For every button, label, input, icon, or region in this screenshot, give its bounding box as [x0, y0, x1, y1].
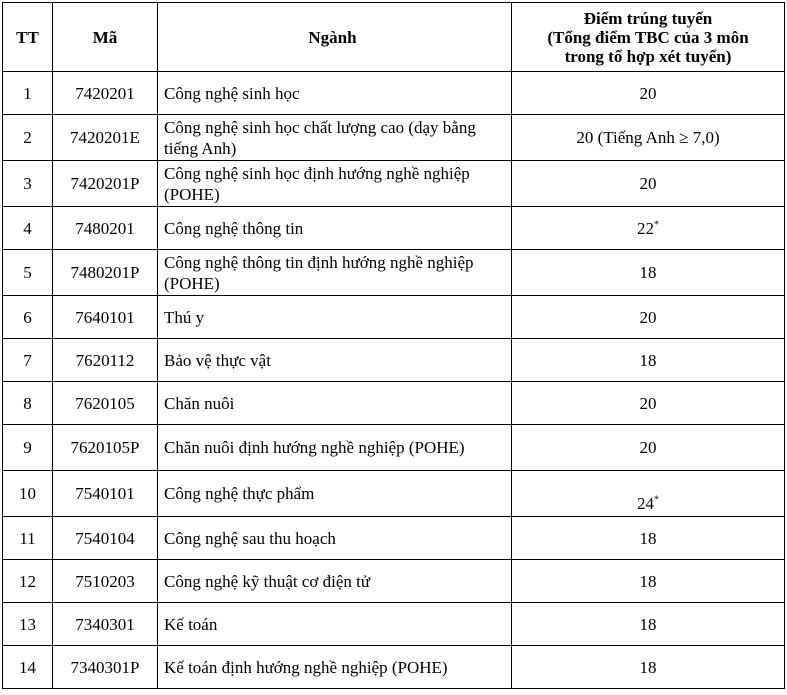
table-row [3, 471, 785, 517]
cell-diem [512, 517, 785, 560]
table-row [3, 296, 785, 339]
cell-nganh: Công nghệ kỹ thuật cơ điện tử [158, 560, 512, 603]
cell-ma: 7620105P [53, 425, 158, 471]
cell-tt: 7 [3, 339, 53, 382]
cell-ma: 7640101 [53, 296, 158, 339]
cell-tt: 9 [3, 425, 53, 471]
cell-ma: 7480201 [53, 207, 158, 250]
cell-tt: 8 [3, 382, 53, 425]
cell-ma: 7540104 [53, 517, 158, 560]
header-nganh: Ngành [158, 3, 512, 72]
cell-tt: 11 [3, 517, 53, 560]
cell-nganh: Thú y [158, 296, 512, 339]
cell-nganh: Công nghệ sinh học định hướng nghề nghiệp (POHE) [158, 161, 512, 207]
score-value: 18 [639, 614, 657, 634]
cell-nganh: Công nghệ sinh học [158, 72, 512, 115]
header-diem-line-3: trong tổ hợp xét tuyển) [564, 46, 732, 66]
score-note-mark: * [654, 218, 659, 230]
cell-tt: 5 [3, 250, 53, 296]
cell-nganh: Bảo vệ thực vật [158, 339, 512, 382]
cell-nganh: Công nghệ thực phẩm [158, 471, 512, 517]
cell-diem [512, 161, 785, 207]
cell-diem [512, 339, 785, 382]
header-diem-line-2: (Tổng điểm TBC của 3 môn [547, 27, 749, 47]
score-value: 20 [639, 83, 657, 103]
score-value: 20 [639, 307, 657, 327]
table-row [3, 72, 785, 115]
cell-tt: 4 [3, 207, 53, 250]
cell-diem [512, 603, 785, 646]
cell-ma: 7420201 [53, 72, 158, 115]
table-row [3, 646, 785, 689]
cell-ma: 7480201P [53, 250, 158, 296]
cell-ma: 7620105 [53, 382, 158, 425]
header-diem [512, 3, 785, 72]
score-value: 18 [639, 263, 657, 282]
cell-diem [512, 207, 785, 250]
cell-nganh: Chăn nuôi định hướng nghề nghiệp (POHE) [158, 425, 512, 471]
table-row [3, 115, 785, 161]
score-value: 18 [639, 571, 657, 591]
table-header-row [3, 3, 785, 72]
cell-tt: 12 [3, 560, 53, 603]
cell-diem [512, 250, 785, 296]
score-value: 20 [639, 174, 657, 193]
cell-diem [512, 425, 785, 471]
cell-tt: 2 [3, 115, 53, 161]
cell-diem [512, 115, 785, 161]
score-value: 22 [637, 218, 654, 238]
cell-tt: 6 [3, 296, 53, 339]
cell-ma: 7620112 [53, 339, 158, 382]
cell-diem [512, 646, 785, 689]
cell-tt: 3 [3, 161, 53, 207]
cell-diem [512, 296, 785, 339]
score-value: 20 [639, 393, 657, 413]
score-value: 18 [639, 657, 657, 677]
cell-nganh: Kế toán định hướng nghề nghiệp (POHE) [158, 646, 512, 689]
cell-diem [512, 471, 785, 517]
header-ma: Mã [53, 3, 158, 72]
cell-tt: 1 [3, 72, 53, 115]
cell-ma: 7340301 [53, 603, 158, 646]
header-tt: TT [3, 3, 53, 72]
table-row [3, 339, 785, 382]
cell-tt: 13 [3, 603, 53, 646]
cell-diem [512, 382, 785, 425]
cell-diem [512, 560, 785, 603]
cell-nganh: Công nghệ sau thu hoạch [158, 517, 512, 560]
cell-diem [512, 72, 785, 115]
cell-ma: 7420201E [53, 115, 158, 161]
score-value: 18 [639, 350, 657, 370]
cell-ma: 7540101 [53, 471, 158, 517]
cell-tt: 14 [3, 646, 53, 689]
table-row [3, 250, 785, 296]
cell-ma: 7340301P [53, 646, 158, 689]
score-value: 20 (Tiếng Anh ≥ 7,0) [576, 128, 720, 147]
table-row [3, 425, 785, 471]
table-row [3, 382, 785, 425]
score-note-mark: * [654, 494, 659, 506]
table-row [3, 207, 785, 250]
score-value: 20 [639, 438, 657, 457]
admission-score-table [2, 2, 785, 689]
score-value: 24 [637, 494, 654, 513]
table-row [3, 517, 785, 560]
cell-ma: 7510203 [53, 560, 158, 603]
table-row [3, 560, 785, 603]
cell-nganh: Chăn nuôi [158, 382, 512, 425]
table-row [3, 603, 785, 646]
cell-tt: 10 [3, 471, 53, 517]
cell-nganh: Kế toán [158, 603, 512, 646]
header-diem-line-1: Điểm trúng tuyển [583, 8, 713, 28]
cell-nganh: Công nghệ thông tin định hướng nghề nghiệp (POHE) [158, 250, 512, 296]
cell-nganh: Công nghệ sinh học chất lượng cao (dạy bằng tiếng Anh) [158, 115, 512, 161]
cell-nganh: Công nghệ thông tin [158, 207, 512, 250]
cell-ma: 7420201P [53, 161, 158, 207]
score-value: 18 [639, 528, 657, 548]
table-row [3, 161, 785, 207]
